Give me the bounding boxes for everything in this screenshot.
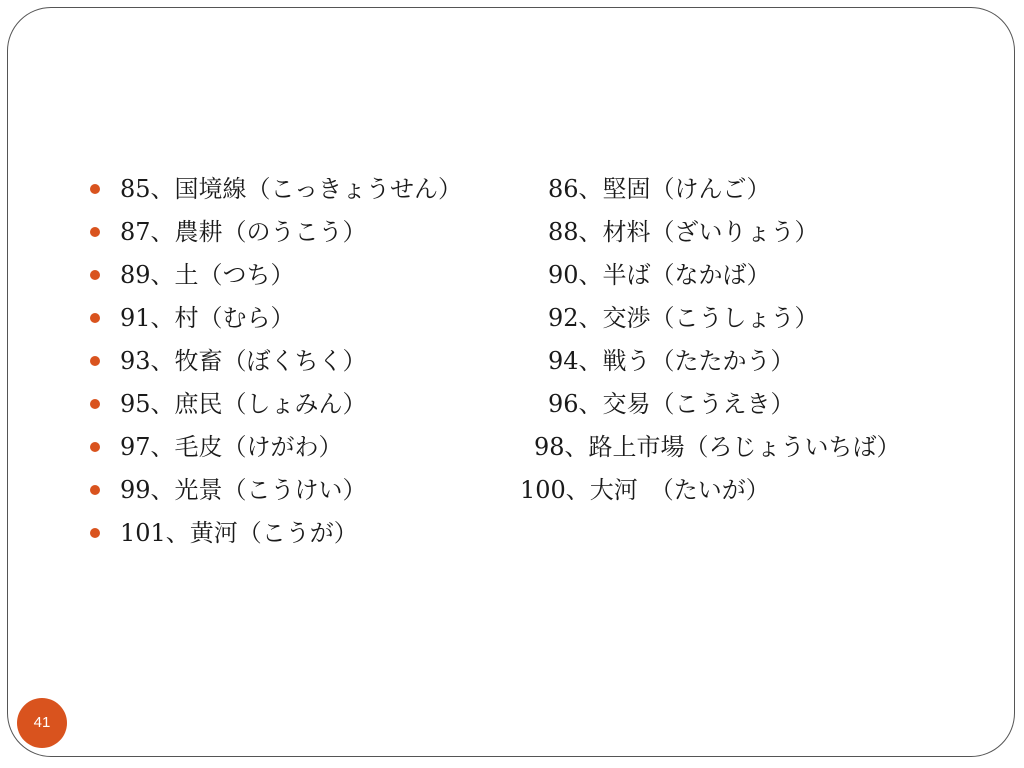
bullet-icon (90, 485, 100, 495)
vocab-entry-left: 97、毛皮（けがわ） (120, 433, 343, 461)
bullet-icon (90, 442, 100, 452)
list-item (90, 254, 990, 297)
list-item (90, 297, 990, 340)
vocab-entry-right: 86、堅固（けんご） (548, 175, 771, 203)
bullet-icon (90, 227, 100, 237)
vocab-entry-left: 101、黄河（こうが） (120, 519, 358, 547)
vocab-entry-left: 93、牧畜（ぼくちく） (120, 347, 367, 375)
vocab-entry-left: 87、農耕（のうこう） (120, 218, 367, 246)
vocab-entry-right: 90、半ば（なかば） (548, 261, 771, 289)
list-item (90, 426, 990, 469)
vocab-entry-left: 99、光景（こうけい） (120, 476, 367, 504)
list-item (90, 340, 990, 383)
vocab-entry-left: 89、土（つち） (120, 261, 295, 289)
vocab-entry-right: 96、交易（こうえき） (548, 390, 795, 418)
bullet-icon (90, 399, 100, 409)
vocabulary-list (90, 168, 990, 555)
list-item (90, 211, 990, 254)
vocab-entry-left: 85、国境線（こっきょうせん） (120, 175, 463, 203)
list-item (90, 469, 990, 512)
bullet-icon (90, 356, 100, 366)
vocab-entry-right: 94、戦う（たたかう） (548, 347, 795, 375)
list-item (90, 512, 990, 555)
vocab-entry-right: 88、材料（ざいりょう） (548, 218, 819, 246)
vocab-entry-right: 100、大河 （たいが） (520, 476, 770, 504)
vocab-entry-left: 95、庶民（しょみん） (120, 390, 367, 418)
bullet-icon (90, 184, 100, 194)
page-number-badge: 41 (17, 698, 67, 748)
vocab-entry-right: 92、交渉（こうしょう） (548, 304, 819, 332)
bullet-icon (90, 270, 100, 280)
vocab-entry-right: 98、路上市場（ろじょういちば） (534, 433, 901, 461)
vocab-entry-left: 91、村（むら） (120, 304, 295, 332)
bullet-icon (90, 313, 100, 323)
bullet-icon (90, 528, 100, 538)
list-item (90, 168, 990, 211)
list-item (90, 383, 990, 426)
